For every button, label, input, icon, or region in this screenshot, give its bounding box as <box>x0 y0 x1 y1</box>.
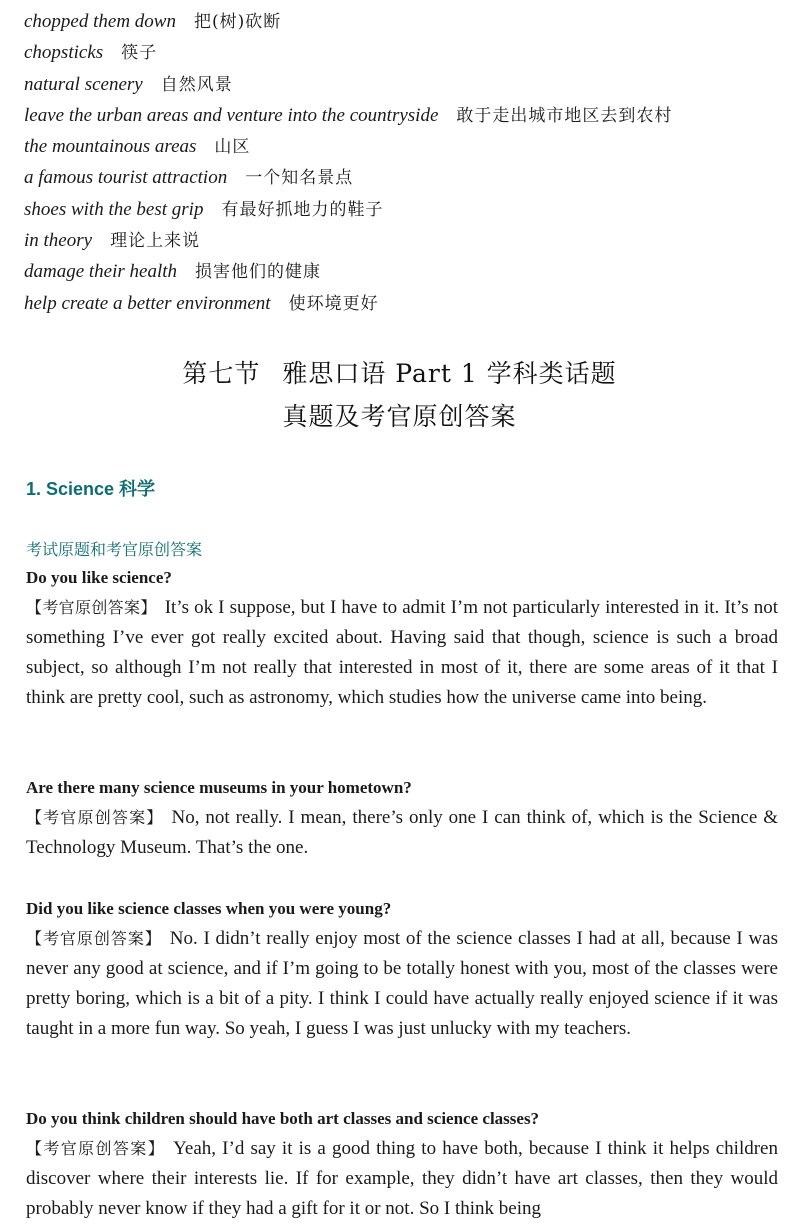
qa-item <box>26 894 778 1044</box>
vocab-english: damage their health <box>24 261 178 283</box>
answer-tag: 【考官原创答案】 <box>26 598 157 617</box>
vocab-row <box>24 69 784 100</box>
vocab-row <box>24 162 784 193</box>
answer <box>26 803 778 863</box>
section-title <box>0 354 799 390</box>
topic-subheading: 考试原题和考官原创答案 <box>26 540 203 559</box>
vocab-english: chopsticks <box>24 42 104 64</box>
vocab-english: shoes with the best grip <box>24 198 204 220</box>
qa-item <box>26 563 778 713</box>
answer-text: No, not really. I mean, there’s only one I can think of, which is the Science & Technology Museum. That’s the one. <box>26 807 778 858</box>
vocab-english: in theory <box>24 230 93 252</box>
vocab-english: the mountainous areas <box>24 136 197 158</box>
answer-text: It’s ok I suppose, but I have to admit I’m not particularly interested in it. It’s not something I’ve ever got really excited about. Having said that though, science is such a broad subject, so although I’m not really that interested in most of it, there are some areas of it that I think are pretty cool, such as astronomy, which studies how the universe came into being. <box>26 597 778 708</box>
topic-heading: 1. Science 科学 <box>26 479 156 499</box>
section-title-line2: 真题及考官原创答案 <box>282 402 517 431</box>
vocab-row <box>24 256 784 287</box>
vocab-chinese: 自然风景 <box>160 74 233 95</box>
vocab-english: leave the urban areas and venture into the countryside <box>24 104 439 126</box>
answer-tag: 【考官原创答案】 <box>26 1139 166 1158</box>
answer <box>26 1134 778 1224</box>
section-number: 第七节 <box>182 359 261 388</box>
vocab-row <box>24 37 784 68</box>
vocab-chinese: 山区 <box>214 137 251 158</box>
qa-item <box>26 1104 778 1224</box>
vocab-chinese: 一个知名景点 <box>245 168 354 189</box>
answer-tag: 【考官原创答案】 <box>26 808 164 827</box>
section-subtitle <box>0 397 799 433</box>
vocab-english: a famous tourist attraction <box>24 167 228 189</box>
vocab-english: help create a better environment <box>24 292 271 314</box>
vocab-chinese: 损害他们的健康 <box>195 262 322 283</box>
vocab-row <box>24 288 784 319</box>
vocab-chinese: 筷子 <box>121 43 158 64</box>
question: Are there many science museums in your hometown? <box>26 778 412 797</box>
question: Do you think children should have both art classes and science classes? <box>26 1109 540 1128</box>
vocab-chinese: 敢于走出城市地区去到农村 <box>456 105 673 126</box>
qa-item <box>26 773 778 863</box>
answer-text: Yeah, I’d say it is a good thing to have both, because I think it helps children discover where their interests lie. If for example, they didn’t have art classes, then they would probably never know if they had a gift for it or not. So I think being <box>26 1138 778 1219</box>
vocab-row <box>24 225 784 256</box>
vocab-row <box>24 100 784 131</box>
vocab-row <box>24 131 784 162</box>
vocab-row <box>24 194 784 225</box>
vocab-english: natural scenery <box>24 73 143 95</box>
vocab-chinese: 有最好抓地力的鞋子 <box>221 199 384 220</box>
vocab-row <box>24 6 784 37</box>
answer <box>26 924 778 1044</box>
vocab-chinese: 把(树)砍断 <box>193 12 282 32</box>
question: Do you like science? <box>26 568 172 587</box>
answer-tag: 【考官原创答案】 <box>26 929 162 948</box>
answer-text: No. I didn’t really enjoy most of the science classes I had at all, because I was never any good at science, and if I’m going to be totally honest with you, most of the classes were pretty boring, which is a bit of a pity. I think I could have actually really enjoyed science if it was taught in a more fun way. So yeah, I guess I was just unlucky with my teachers. <box>26 928 778 1039</box>
vocab-chinese: 理论上来说 <box>110 231 201 252</box>
vocabulary-list <box>24 6 784 319</box>
question: Did you like science classes when you were young? <box>26 899 392 918</box>
vocab-english: chopped them down <box>24 11 176 32</box>
section-title-line1: 雅思口语 Part 1 学科类话题 <box>282 359 617 388</box>
answer <box>26 593 778 713</box>
vocab-chinese: 使环境更好 <box>288 293 379 314</box>
